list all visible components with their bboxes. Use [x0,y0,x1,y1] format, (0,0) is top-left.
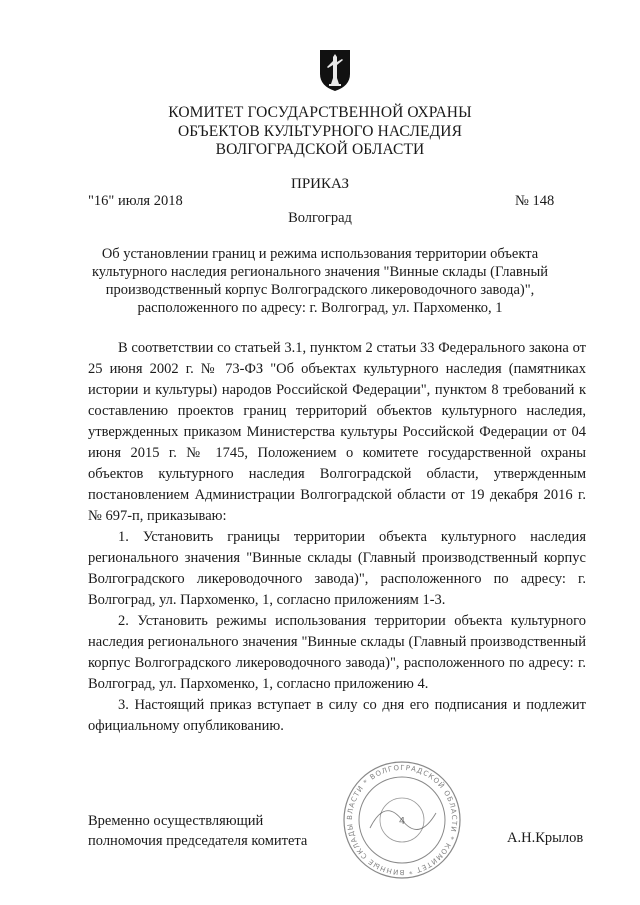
order-date: "16" июля 2018 [88,193,183,209]
official-stamp-icon [340,758,464,882]
preamble-paragraph: В соответствии со статьей 3.1, пунктом 2 статьи 33 Федерального закона от 25 июня 2002 г. № 73-ФЗ "Об объектах культурного наследия (памятниках истории и культуры) народов Российской Федерации", пунктом 8 требований к составлению проектов границ территорий объектов культурного наследия, утвержденных приказом Министерства культуры Российской Федерации от 04 июня 2015 г. № 1745, Положением о комитете государственной охраны объектов культурного наследия Волгоградской области, утвержденным постановлением Администрации Волгоградской области от 19 декабря 2016 г. № 697-п, приказываю: [88,340,586,524]
position-line-1: Временно осуществляющий [88,813,264,829]
stamp-text: ВЛАСТИ * ВОЛГОГРАДСКОЙ ОБЛАСТИ * КОМИТЕТ * ВИННЫЕ СКЛАДЫ [345,763,459,877]
order-subject [60,245,580,317]
subject-line-4: расположенного по адресу: г. Волгоград, ул. Пархоменко, 1 [137,300,503,316]
org-line-3: ВОЛГОГРАДСКОЙ ОБЛАСТИ [215,141,425,158]
subject-line-3: производственный корпус Волгоградского ликероводочного завода)", [105,282,535,298]
order-number: № 148 [515,193,555,209]
order-item-1: 1. Установить границы территории объекта культурного наследия регионального значения "Винные склады (Главный производственный корпус Волгоградского ликероводочного завода)", расположенного по адресу: г. Волгоград, ул. Пархоменко, 1, согласно приложениям 1-3. [88,529,586,608]
subject-line-2: культурного наследия регионального значения "Винные склады (Главный [91,264,549,280]
stamp-number: 4 [398,816,406,827]
signatory-position [88,811,307,851]
order-body [88,338,586,737]
signatory-name: А.Н.Крылов [507,830,584,846]
order-item-3: 3. Настоящий приказ вступает в силу со дня его подписания и подлежит официальному опубликованию. [88,697,586,734]
position-line-2: полномочия председателя комитета [88,833,308,849]
order-item-2: 2. Установить режимы использования территории объекта культурного наследия регионального значения "Винные склады (Главный производственный корпус Волгоградского ликероводочного завода)", расположенного по адресу: г. Волгоград, ул. Пархоменко, 1, согласно приложению 4. [88,613,586,692]
org-line-2: ОБЪЕКТОВ КУЛЬТУРНОГО НАСЛЕДИЯ [177,122,463,140]
order-title: ПРИКАЗ [291,176,349,192]
subject-line-1: Об установлении границ и режима использования территории объекта [101,246,539,262]
volgograd-emblem-icon [318,48,352,92]
organization-name [0,104,640,160]
org-line-1: КОМИТЕТ ГОСУДАРСТВЕННОЙ ОХРАНЫ [168,104,472,121]
order-city: Волгоград [288,210,352,226]
